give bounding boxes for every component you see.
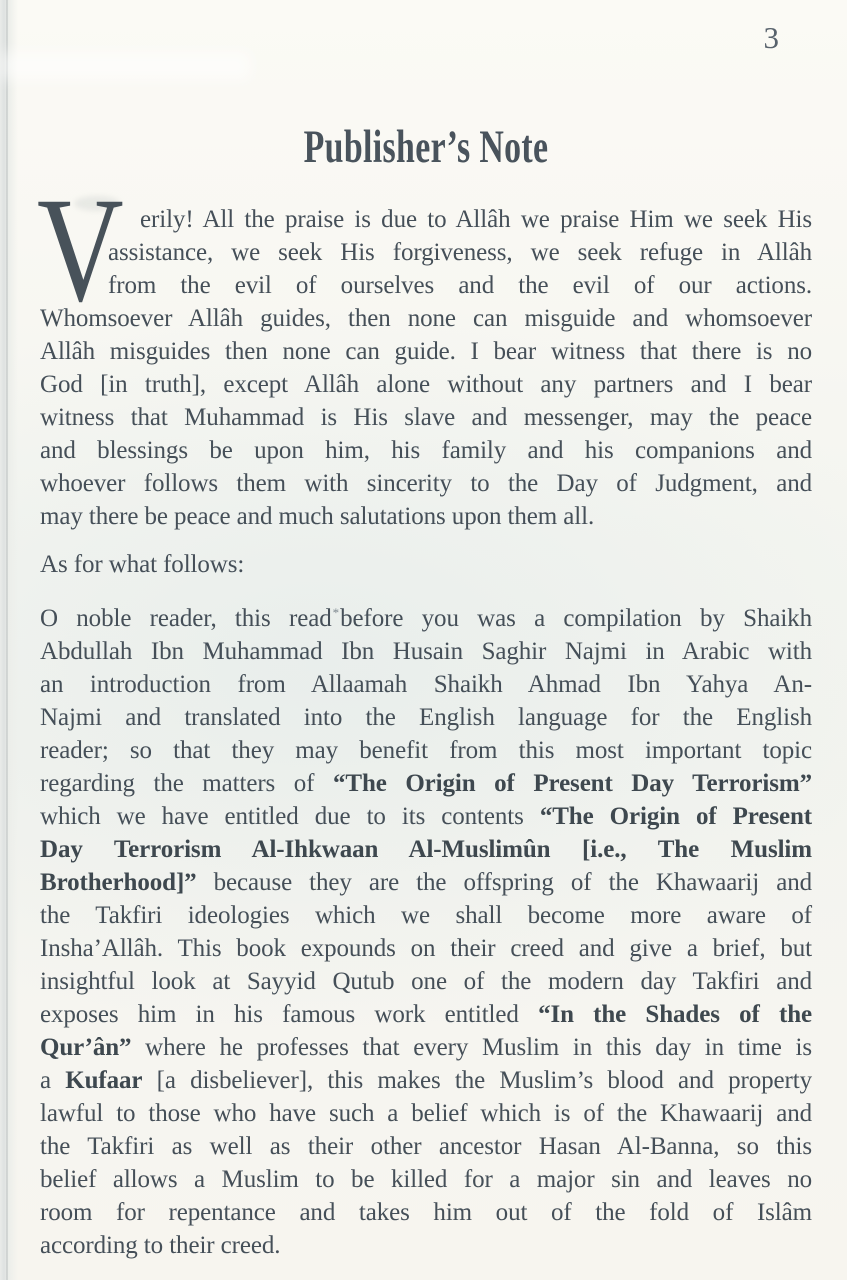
text-segment: erily! All the praise is due to Allâh we praise Him we seek His <box>140 206 812 233</box>
text-segment: because they are the offspring of the Khawaarij and <box>196 869 812 896</box>
text-line <box>40 734 812 767</box>
paragraph <box>40 596 812 1262</box>
text-segment: belief allows a Muslim to be killed for a major sin and leaves no <box>40 1166 812 1193</box>
text-segment: assistance, we seek His forgiveness, we seek refuge in Allâh <box>108 239 812 266</box>
text-line <box>40 1130 812 1163</box>
text-line <box>40 596 812 635</box>
bold-text: Day Terrorism Al-Ihkwaan Al-Muslimûn [i.e., The Muslim <box>40 836 812 863</box>
text-segment: according to their creed. <box>40 1232 281 1259</box>
page-number: 3 <box>763 20 779 55</box>
text-segment: and blessings be upon him, his family and his companions and <box>40 437 812 464</box>
text-segment: which we have entitled due to its contents <box>40 803 540 830</box>
text-line <box>40 767 812 800</box>
text-segment: room for repentance and takes him out of the fold of Islâm <box>40 1199 812 1226</box>
paragraph <box>40 548 812 581</box>
text-line <box>40 1031 812 1064</box>
text-line <box>40 368 812 401</box>
text-segment: lawful to those who have such a belief which is of the Khawaarij and <box>40 1100 812 1127</box>
text-line <box>40 998 812 1031</box>
dropcap-letter: V <box>37 167 124 333</box>
text-line <box>40 467 812 500</box>
text-line <box>40 548 812 581</box>
text-segment: exposes him in his famous work entitled <box>40 1001 539 1028</box>
text-line <box>40 866 812 899</box>
scan-light-band <box>0 52 250 80</box>
scan-edge-shadow <box>0 0 18 1280</box>
text-line <box>40 1064 812 1097</box>
text-line <box>108 269 812 302</box>
bold-text: “The Origin of Present Day Terrorism” <box>332 770 812 797</box>
text-line <box>40 401 812 434</box>
page-title <box>40 120 812 174</box>
bold-text: “In the Shades of the <box>538 1001 812 1028</box>
text-segment: the Takfiri as well as their other ancestor Hasan Al-Banna, so this <box>40 1133 812 1160</box>
body-text <box>37 167 812 1262</box>
text-line <box>40 335 812 368</box>
text-segment: O noble reader, this read <box>40 605 332 632</box>
text-segment: Allâh misguides then none can guide. I bear witness that there is no <box>40 338 812 365</box>
text-line <box>40 932 812 965</box>
text-segment: As for what follows: <box>40 551 245 578</box>
page-title-text: Publisher’s Note <box>303 121 549 173</box>
text-segment: [a disbeliever], this makes the Muslim’s blood and property <box>142 1067 812 1094</box>
text-line <box>40 1196 812 1229</box>
text-segment: Whomsoever Allâh guides, then none can misguide and whomsoever <box>40 305 812 332</box>
text-line <box>40 1097 812 1130</box>
text-line <box>108 236 812 269</box>
text-line <box>40 899 812 932</box>
bold-text: “The Origin of Present <box>539 803 812 830</box>
text-line <box>40 701 812 734</box>
text-segment: reader; so that they may benefit from this most important topic <box>40 737 812 764</box>
text-segment: insightful look at Sayyid Qutub one of the modern day Takfiri and <box>40 968 812 995</box>
text-segment: the Takfiri ideologies which we shall become more aware of <box>40 902 812 929</box>
paragraph <box>37 167 812 533</box>
text-line <box>40 635 812 668</box>
text-segment: whoever follows them with sincerity to the Day of Judgment, and <box>40 470 812 497</box>
text-segment: Abdullah Ibn Muhammad Ibn Husain Saghir Najmi in Arabic with <box>40 638 812 665</box>
bold-text: Kufaar <box>65 1067 143 1094</box>
text-line <box>40 1229 812 1262</box>
text-line <box>40 833 812 866</box>
text-line <box>40 302 812 335</box>
text-segment: an introduction from Allaamah Shaikh Ahmad Ibn Yahya An- <box>40 671 812 698</box>
text-segment: regarding the matters of <box>40 770 333 797</box>
text-segment: witness that Muhammad is His slave and messenger, may the peace <box>40 404 812 431</box>
text-line <box>40 668 812 701</box>
text-segment: Insha’Allâh. This book expounds on their creed and give a brief, but <box>40 935 812 962</box>
text-line <box>140 203 812 236</box>
text-line <box>40 965 812 998</box>
text-segment: Najmi and translated into the English language for the English <box>40 704 812 731</box>
text-segment: God [in truth], except Allâh alone without any partners and I bear <box>40 371 812 398</box>
bold-text: Qur’ân” <box>40 1034 132 1061</box>
text-segment: where he professes that every Muslim in this day in time is <box>131 1034 812 1061</box>
text-segment: from the evil of ourselves and the evil of our actions. <box>108 272 812 299</box>
text-line <box>40 434 812 467</box>
text-segment: may there be peace and much salutations upon them all. <box>40 503 595 530</box>
text-segment: before you was a compilation by Shaikh <box>340 605 812 632</box>
text-line <box>40 800 812 833</box>
text-line <box>40 500 812 533</box>
bold-text: Brotherhood]” <box>40 869 197 896</box>
text-line <box>40 1163 812 1196</box>
scan-artifact-mark: * <box>332 605 340 620</box>
text-segment: a <box>40 1067 66 1094</box>
